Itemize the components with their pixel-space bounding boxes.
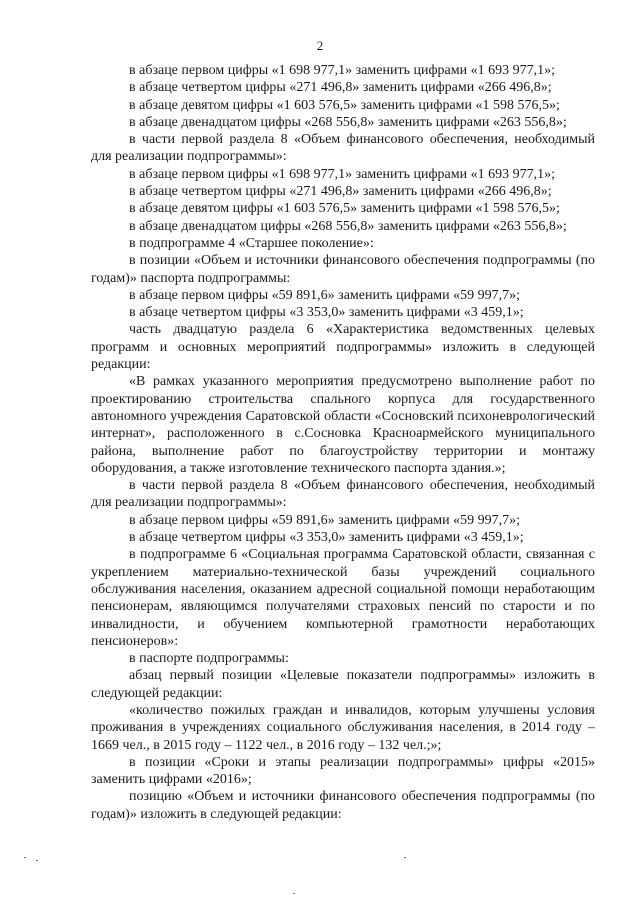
- paragraph-6: в абзаце первом цифры «1 698 977,1» заменить цифрами «1 693 977,1»;: [129, 166, 555, 182]
- scan-speck: [36, 860, 38, 861]
- paragraph-4: в абзаце двенадцатом цифры «268 556,8» заменить цифрами «263 556,8»;: [129, 114, 567, 130]
- paragraph-23: в позиции «Сроки и этапы реализации подпрограммы» цифры «2015» заменить цифрами «2016»;: [91, 754, 595, 788]
- paragraph-3: в абзаце девятом цифры «1 603 576,5» заменить цифрами «1 598 576,5»;: [129, 97, 560, 113]
- paragraph-2: в абзаце четвертом цифры «271 496,8» заменить цифрами «266 496,8»;: [129, 80, 552, 96]
- paragraph-1: в абзаце первом цифры «1 698 977,1» заменить цифрами «1 693 977,1»;: [129, 63, 555, 78]
- page-number: 2: [316, 38, 324, 53]
- paragraph-10: в подпрограмме 4 «Старшее поколение»:: [129, 235, 374, 251]
- paragraph-14: часть двадцатую раздела 6 «Характеристика ведомственных целевых программ и основных мероприятий подпрограммы» изложить в следующей редакции:: [91, 322, 595, 373]
- scan-speck: [24, 857, 26, 858]
- document-body: [91, 62, 595, 823]
- paragraph-12: в абзаце первом цифры «59 891,6» заменить цифрами «59 997,7»;: [129, 287, 520, 303]
- paragraph-17: в абзаце первом цифры «59 891,6» заменить цифрами «59 997,7»;: [129, 512, 520, 528]
- paragraph-19: в подпрограмме 6 «Социальная программа Саратовской области, связанная с укреплением материально-технической базы учреждений социального обслуживания населения, оказанием адресной социальной помощи неработающим пенсионерам, являющимся получателями страховых пенсий по старости и по инвалидности, и обучением компьютерной грамотности неработающих пенсионеров»:: [91, 547, 595, 649]
- paragraph-11: в позиции «Объем и источники финансового обеспечения подпрограммы (по годам)» паспорта подпрограммы:: [91, 253, 595, 286]
- paragraph-13: в абзаце четвертом цифры «3 353,0» заменить цифрами «3 459,1»;: [129, 305, 524, 321]
- paragraph-9: в абзаце двенадцатом цифры «268 556,8» заменить цифрами «263 556,8»;: [129, 218, 567, 234]
- paragraph-15: «В рамках указанного мероприятия предусмотрено выполнение работ по проектированию строительства спального корпуса для государственного автономного учреждения Саратовской области «Сосновский психоневрологический интернат», расположенного в с.Сосновка Красноармейского муниципального района, выполнение работ по благоустройству территории и монтажу оборудования, а также изготовление технического паспорта здания.»;: [91, 374, 595, 476]
- paragraph-21: абзац первый позиции «Целевые показатели подпрограммы» изложить в следующей редакции:: [91, 668, 595, 701]
- paragraph-22: «количество пожилых граждан и инвалидов, которым улучшены условия проживания в учреждениях социального обслуживания населения, в 2014 году – 1669 чел., в 2015 году – 1122 чел., в 2016 году – 132 чел.;»;: [91, 702, 595, 753]
- paragraph-18: в абзаце четвертом цифры «3 353,0» заменить цифрами «3 459,1»;: [129, 530, 524, 546]
- scan-speck: [293, 893, 295, 894]
- paragraph-7: в абзаце четвертом цифры «271 496,8» заменить цифрами «266 496,8»;: [129, 184, 552, 200]
- scan-speck: [404, 857, 406, 858]
- paragraph-8: в абзаце девятом цифры «1 603 576,5» заменить цифрами «1 598 576,5»;: [129, 201, 560, 217]
- paragraph-24: позицию «Объем и источники финансового обеспечения подпрограммы (по годам)» изложить в следующей редакции:: [91, 789, 595, 822]
- paragraph-20: в паспорте подпрограммы:: [129, 651, 289, 667]
- paragraph-5: в части первой раздела 8 «Объем финансового обеспечения, необходимый для реализации подпрограммы»:: [91, 132, 595, 165]
- paragraph-16: в части первой раздела 8 «Объем финансового обеспечения, необходимый для реализации подпрограммы»:: [91, 478, 595, 511]
